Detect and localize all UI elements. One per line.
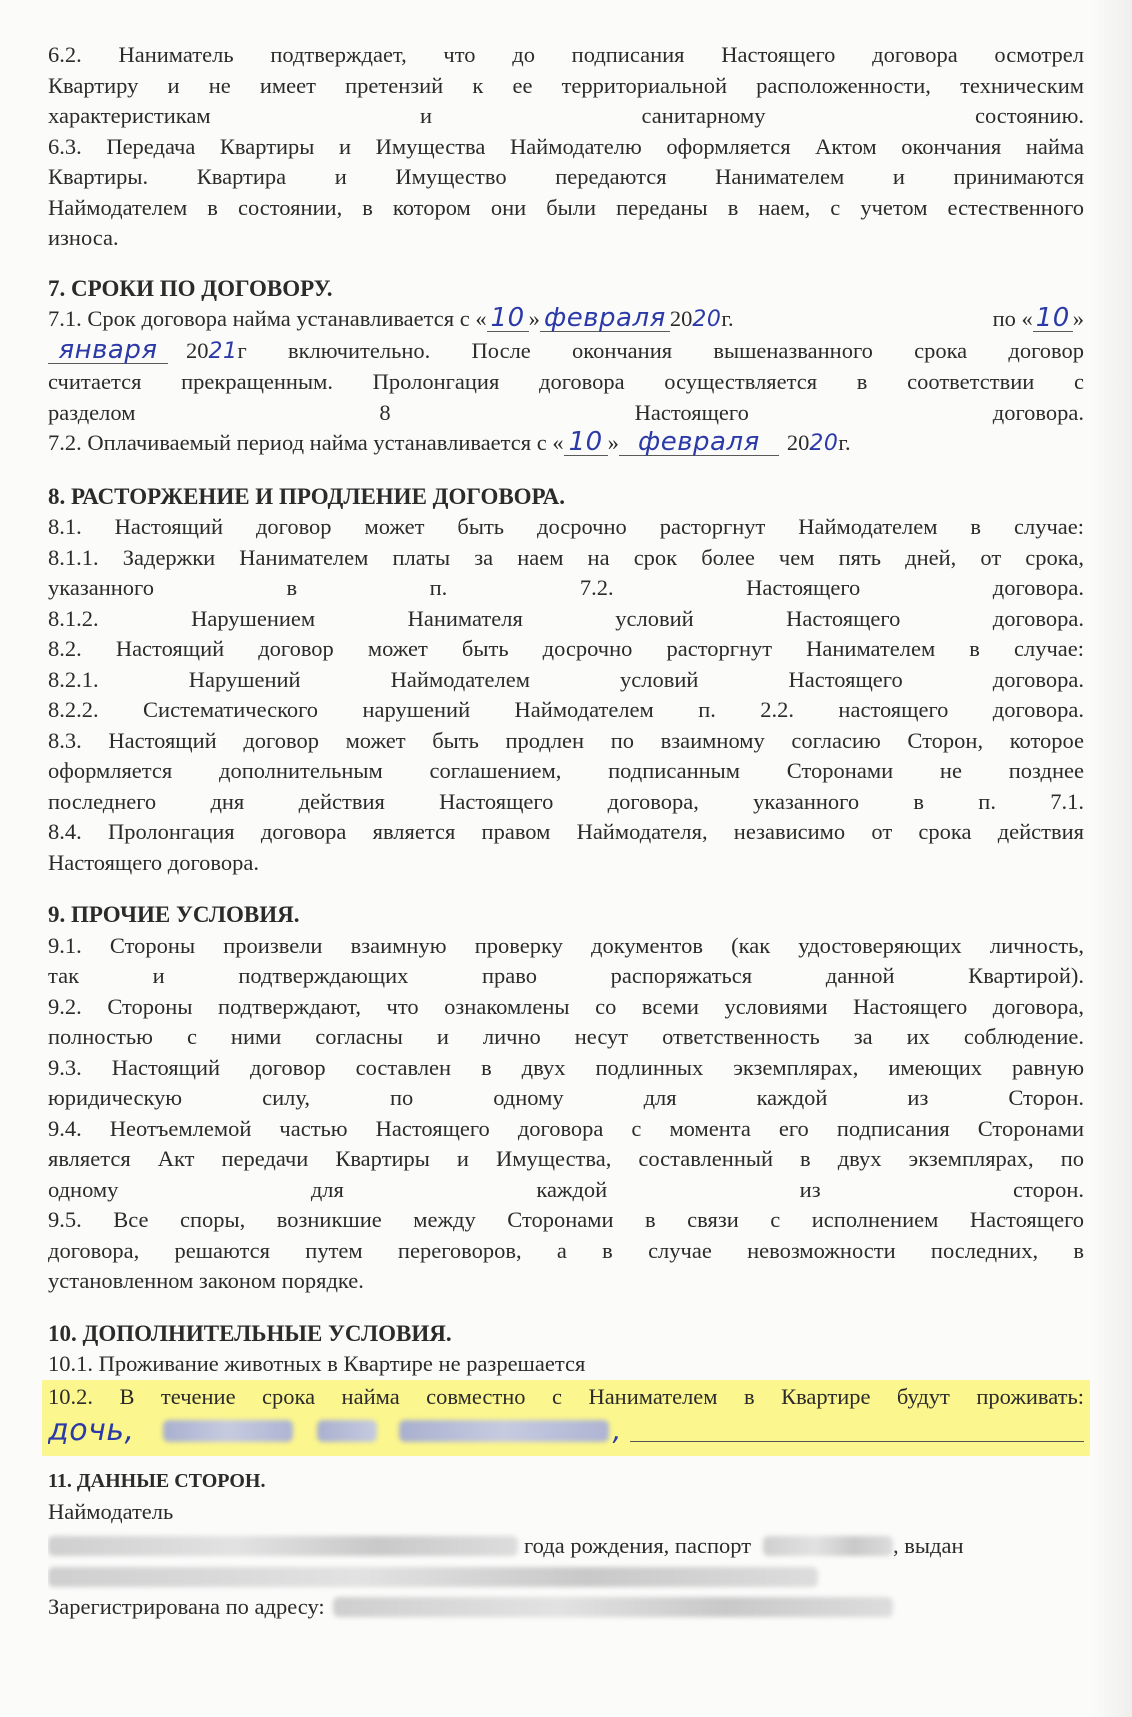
clause-9-5-line-1: 9.5. Все споры, возникшие между Сторонами в связи с исполнением Настоящего — [48, 1207, 1084, 1232]
start-year-handwritten: 20 — [692, 307, 722, 332]
clause-6-2-line-2: Квартиру и не имеет претензий к ее территориальной расположенности, техническим — [48, 72, 1084, 98]
clause-8-4-line-1: 8.4. Пролонгация договора является правом Наймодателя, независимо от срока действия — [48, 819, 1084, 844]
quote-close: » — [528, 306, 540, 331]
clause-8-2-1: 8.2.1. Нарушений Наймодателем условий Настоящего договора. — [48, 666, 1084, 692]
clause-8-1-1-line-2: указанного в п. 7.2. Настоящего договора. — [48, 575, 1084, 600]
clause-8-3-line-3: последнего дня действия Настоящего договора, указанного в п. 7.1. — [48, 788, 1084, 814]
birth-passport-label: года рождения, паспорт — [524, 1533, 752, 1558]
redacted-first-name — [317, 1420, 377, 1442]
section-11-title: 11. ДАННЫЕ СТОРОН. — [48, 1470, 266, 1492]
clause-9-5-line-3: установленном законом порядке. — [48, 1268, 364, 1293]
clause-8-1: 8.1. Настоящий договор может быть досрочно расторгнут Наймодателем в случае: — [48, 514, 1084, 539]
clause-6-3-line-2: Квартиры. Квартира и Имущество передаются Нанимателем и принимаются — [48, 164, 1084, 189]
issued-label: , выдан — [893, 1533, 964, 1558]
section-7-title: 7. СРОКИ ПО ДОГОВОРУ. — [48, 275, 333, 301]
paid-year-handwritten: 20 — [809, 431, 839, 456]
redacted-patronymic — [399, 1420, 609, 1442]
highlighted-clause-10-2 — [42, 1380, 1090, 1457]
landlord-label: Наймодатель — [48, 1498, 174, 1524]
paid-month-handwritten: февраля — [619, 429, 779, 456]
clause-9-2-line-1: 9.2. Стороны подтверждают, что ознакомлены со всеми условиями Настоящего договора, — [48, 993, 1084, 1019]
clause-9-4-line-1: 9.4. Неотъемлемой частью Настоящего договора с момента его подписания Сторонами — [48, 1115, 1084, 1141]
landlord-line-2 — [48, 1562, 1084, 1592]
clause-7-2-line-1 — [48, 428, 1084, 460]
clause-9-3-line-2: юридическую силу, по одному для каждой из Сторон. — [48, 1085, 1084, 1110]
end-day-handwritten: 10 — [1033, 305, 1073, 332]
section-8-title: 8. РАСТОРЖЕНИЕ И ПРОДЛЕНИЕ ДОГОВОРА. — [48, 483, 566, 509]
clause-7-1-line-4: разделом 8 Настоящего договора. — [48, 399, 1084, 425]
landlord-line-3 — [48, 1592, 1084, 1623]
registration-label: Зарегистрирована по адресу: — [48, 1593, 325, 1619]
clause-9-4-line-3: одному для каждой из сторон. — [48, 1176, 1084, 1202]
redacted-issue-details — [48, 1567, 818, 1587]
clause-9-5-line-2: договора, решаются путем переговоров, а в случае невозможности последних, в — [48, 1237, 1084, 1263]
section-9-title: 9. ПРОЧИЕ УСЛОВИЯ. — [48, 902, 300, 927]
section-10-title: 10. ДОПОЛНИТЕЛЬНЫЕ УСЛОВИЯ. — [48, 1320, 452, 1346]
clause-9-1-line-2: так и подтверждающих право распоряжаться данной Квартирой). — [48, 963, 1084, 988]
clause-7-1-line-1 — [48, 304, 1084, 336]
paid-day-handwritten: 10 — [564, 429, 608, 456]
clause-7-1-line-2 — [48, 336, 1084, 368]
fill-line — [630, 1421, 1084, 1442]
year-prefix-3: 20 — [786, 430, 810, 455]
clause-10-2: 10.2. В течение срока найма совместно с Нанимателем в Квартире будут проживать: — [48, 1383, 1084, 1409]
contract-text — [48, 40, 1084, 1622]
year-prefix-2: 20 — [186, 337, 209, 363]
clause-8-4-line-2: Настоящего договора. — [48, 849, 259, 875]
clause-10-2-cohabitants — [48, 1412, 1084, 1450]
redacted-surname — [163, 1420, 293, 1442]
clause-9-3-line-1: 9.3. Настоящий договор составлен в двух подлинных экземплярах, имеющих равную — [48, 1054, 1084, 1080]
clause-8-1-2: 8.1.2. Нарушением Нанимателя условий Настоящего договора. — [48, 605, 1084, 631]
trailing-comma-handwritten: , — [612, 1413, 622, 1447]
clause-8-2: 8.2. Настоящий договор может быть досрочно расторгнут Нанимателем в случае: — [48, 636, 1084, 661]
clause-9-2-line-2: полностью с ними согласны и лично несут ответственность за их соблюдение. — [48, 1024, 1084, 1049]
clause-7-1-text: 7.1. Срок договора найма устанавливается с « — [48, 306, 487, 331]
year-prefix: 20 — [669, 306, 693, 331]
redacted-landlord-name — [48, 1536, 518, 1556]
clause-8-2-2: 8.2.2. Систематического нарушений Наймодателем п. 2.2. настоящего договора. — [48, 697, 1084, 722]
clause-6-3-line-1: 6.3. Передача Квартиры и Имущества Наймодателю оформляется Актом окончания найма — [48, 133, 1084, 159]
redacted-address — [333, 1597, 893, 1617]
clause-8-3-line-2: оформляется дополнительным соглашением, подписанным Сторонами не позднее — [48, 758, 1084, 783]
clause-8-1-1-line-1: 8.1.1. Задержки Нанимателем платы за наем на срок более чем пять дней, от срока, — [48, 544, 1084, 570]
clause-6-3-line-4: износа. — [48, 225, 119, 250]
scan-edge-shade — [1092, 0, 1132, 1717]
clause-9-1-line-1: 9.1. Стороны произвели взаимную проверку документов (как удостоверяющих личность, — [48, 932, 1084, 958]
year-suffix-3: г. — [838, 430, 851, 455]
to-label: по « — [992, 306, 1033, 331]
clause-9-4-line-2: является Акт передачи Квартиры и Имущества, составленный в двух экземплярах, по — [48, 1146, 1084, 1171]
quote-close-3: » — [607, 430, 619, 455]
cohabitant-relation-handwritten: дочь, — [48, 1412, 135, 1448]
landlord-line-1 — [48, 1531, 1084, 1562]
end-year-handwritten: 21 — [208, 338, 238, 364]
clause-7-2-text: 7.2. Оплачиваемый период найма устанавливается с « — [48, 430, 564, 455]
clause-6-2-line-1: 6.2. Наниматель подтверждает, что до подписания Настоящего договора осмотрел — [48, 42, 1084, 67]
clause-7-1-line-3: считается прекращенным. Пролонгация договора осуществляется в соответствии с — [48, 369, 1084, 394]
quote-close-2: » — [1072, 306, 1084, 331]
clause-6-3-line-3: Наймодателем в состоянии, в котором они были переданы в наем, с учетом естественного — [48, 194, 1084, 220]
clause-8-3-line-1: 8.3. Настоящий договор может быть продлен по взаимному согласию Сторон, которое — [48, 727, 1084, 753]
start-day-handwritten: 10 — [487, 305, 529, 332]
clause-6-2-line-3: характеристикам и санитарному состоянию. — [48, 103, 1084, 128]
start-month-handwritten: февраля — [540, 305, 670, 332]
clause-10-1: 10.1. Проживание животных в Квартире не разрешается — [48, 1351, 586, 1376]
year-suffix: г. — [721, 306, 734, 331]
end-month-handwritten: января — [48, 337, 168, 364]
redacted-passport-number — [763, 1536, 893, 1556]
clause-7-1-text-2: г включительно. После окончания вышеназванного срока договор — [237, 337, 1084, 363]
